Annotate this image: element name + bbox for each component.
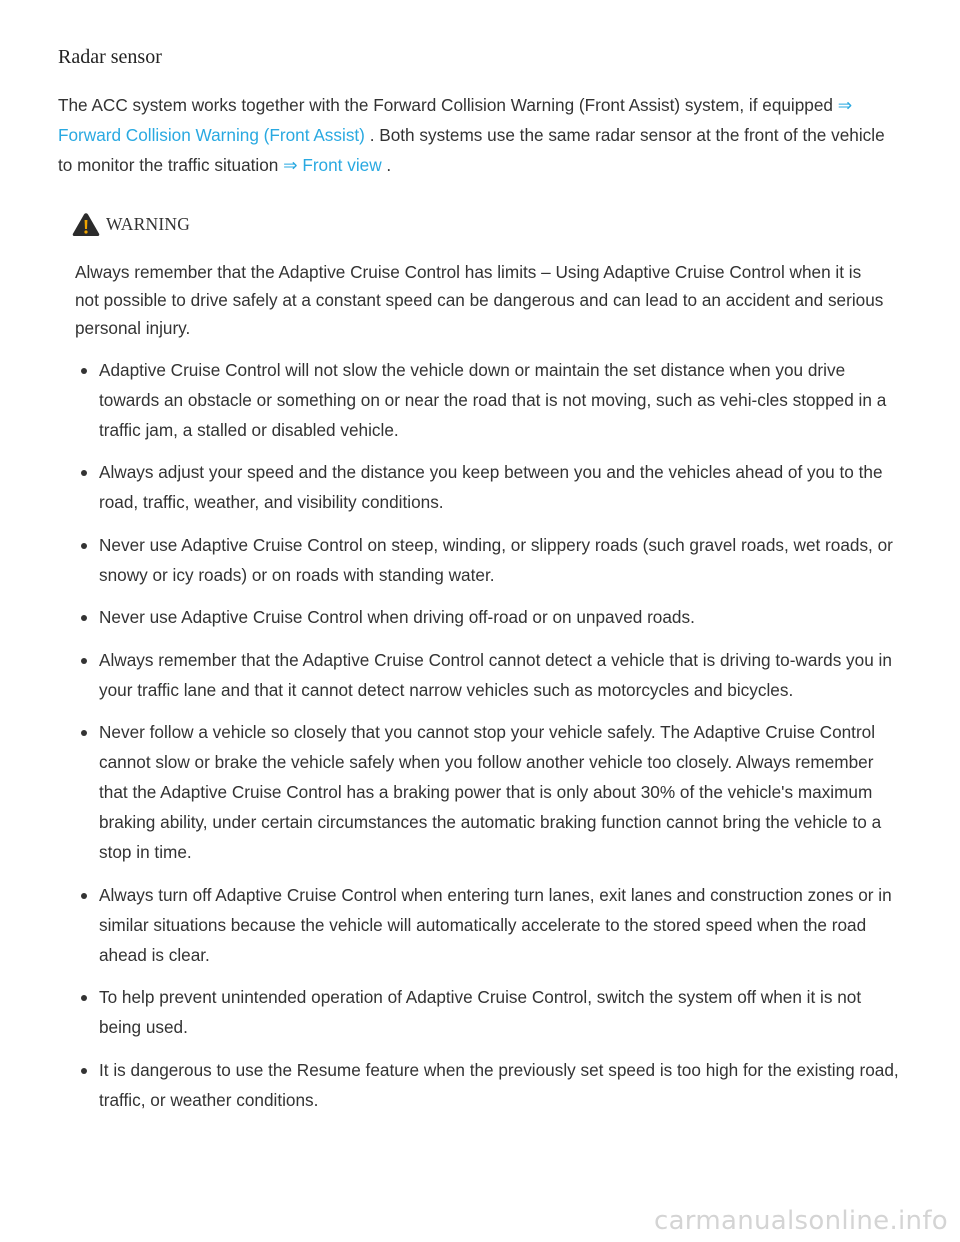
warning-list-item bbox=[72, 530, 902, 590]
bullet-dot-icon bbox=[81, 893, 87, 899]
intro-text-after: . bbox=[381, 155, 392, 175]
warning-list-item bbox=[72, 1055, 902, 1115]
warning-list-item-text: Always remember that the Adaptive Cruise Control cannot detect a vehicle that is driving to-wards you in your traffic lane and that it cannot detect narrow vehicles such as motorcycles and bicycles. bbox=[99, 649, 892, 700]
bullet-dot-icon bbox=[81, 730, 87, 736]
intro-text-before: The ACC system works together with the Forward Collision Warning (Front Assist) system, if equipped bbox=[58, 95, 838, 115]
warning-list-item-text: Always turn off Adaptive Cruise Control when entering turn lanes, exit lanes and construction zones or in similar situations because the vehicle will automatically accelerate to the stored speed when the road ahead is clear. bbox=[99, 884, 892, 965]
bullet-dot-icon bbox=[81, 470, 87, 476]
warning-list-item bbox=[72, 355, 902, 445]
warning-list-item bbox=[72, 880, 902, 970]
warning-list-item bbox=[72, 717, 902, 867]
intro-text-middle: . Both systems use the same radar sensor at the front of the vehicle to monitor the traffic situation bbox=[58, 125, 885, 175]
warning-header bbox=[72, 208, 902, 240]
warning-list-item bbox=[72, 602, 902, 632]
warning-list-item bbox=[72, 645, 902, 705]
section-title: Radar sensor bbox=[58, 46, 162, 68]
bullet-dot-icon bbox=[81, 658, 87, 664]
bullet-dot-icon bbox=[81, 368, 87, 374]
warning-box bbox=[72, 208, 902, 1115]
warning-list-item-text: It is dangerous to use the Resume feature when the previously set speed is too high for the existing road, traffic, or weather conditions. bbox=[99, 1059, 899, 1110]
link-front-view[interactable]: ⇒ Front view bbox=[283, 155, 382, 175]
warning-list-item-text: Never follow a vehicle so closely that you cannot stop your vehicle safely. The Adaptive Cruise Control cannot slow or brake the vehicle safely when you follow another vehicle too closely. Always remember that the Adaptive Cruise Control has a braking power that is only about 30% of the vehicle's maximum braking ability, under certain circumstances the automatic braking function cannot bring the vehicle to a stop in time. bbox=[99, 722, 882, 862]
warning-list-item bbox=[72, 457, 902, 517]
warning-list-item-text: Never use Adaptive Cruise Control on steep, winding, or slippery roads (such gravel roads, wet roads, or snowy or icy roads) or on roads with standing water. bbox=[99, 534, 893, 585]
warning-list-item bbox=[72, 982, 902, 1042]
bullet-dot-icon bbox=[81, 615, 87, 621]
bullet-dot-icon bbox=[81, 1068, 87, 1074]
warning-bullet-list bbox=[72, 355, 902, 1115]
watermark: carmanualsonline.info bbox=[653, 1206, 948, 1236]
warning-list-item-text: To help prevent unintended operation of Adaptive Cruise Control, switch the system off when it is not being used. bbox=[99, 987, 862, 1037]
intro-paragraph bbox=[58, 90, 898, 180]
warning-list-item-text: Never use Adaptive Cruise Control when driving off-road or on unpaved roads. bbox=[99, 607, 695, 627]
bullet-dot-icon bbox=[81, 543, 87, 549]
warning-triangle-icon bbox=[72, 212, 100, 237]
warning-body: Always remember that the Adaptive Cruise Control has limits – Using Adaptive Cruise Control when it is not possible to drive safely at a constant speed can be dangerous and can lead to an accident and serious personal injury. bbox=[75, 262, 884, 338]
warning-list-item-text: Adaptive Cruise Control will not slow the vehicle down or maintain the set distance when you drive towards an obstacle or something on or near the road that is not moving, such as vehi-cles stopped in a traffic jam, a stalled or disabled vehicle. bbox=[99, 359, 887, 440]
warning-title: WARNING bbox=[106, 213, 191, 234]
warning-list-item-text: Always adjust your speed and the distance you keep between you and the vehicles ahead of you to the road, traffic, weather, and visibility conditions. bbox=[99, 462, 883, 512]
bullet-dot-icon bbox=[81, 995, 87, 1001]
link-forward-collision-warning[interactable]: ⇒ Forward Collision Warning (Front Assist) bbox=[58, 95, 853, 145]
